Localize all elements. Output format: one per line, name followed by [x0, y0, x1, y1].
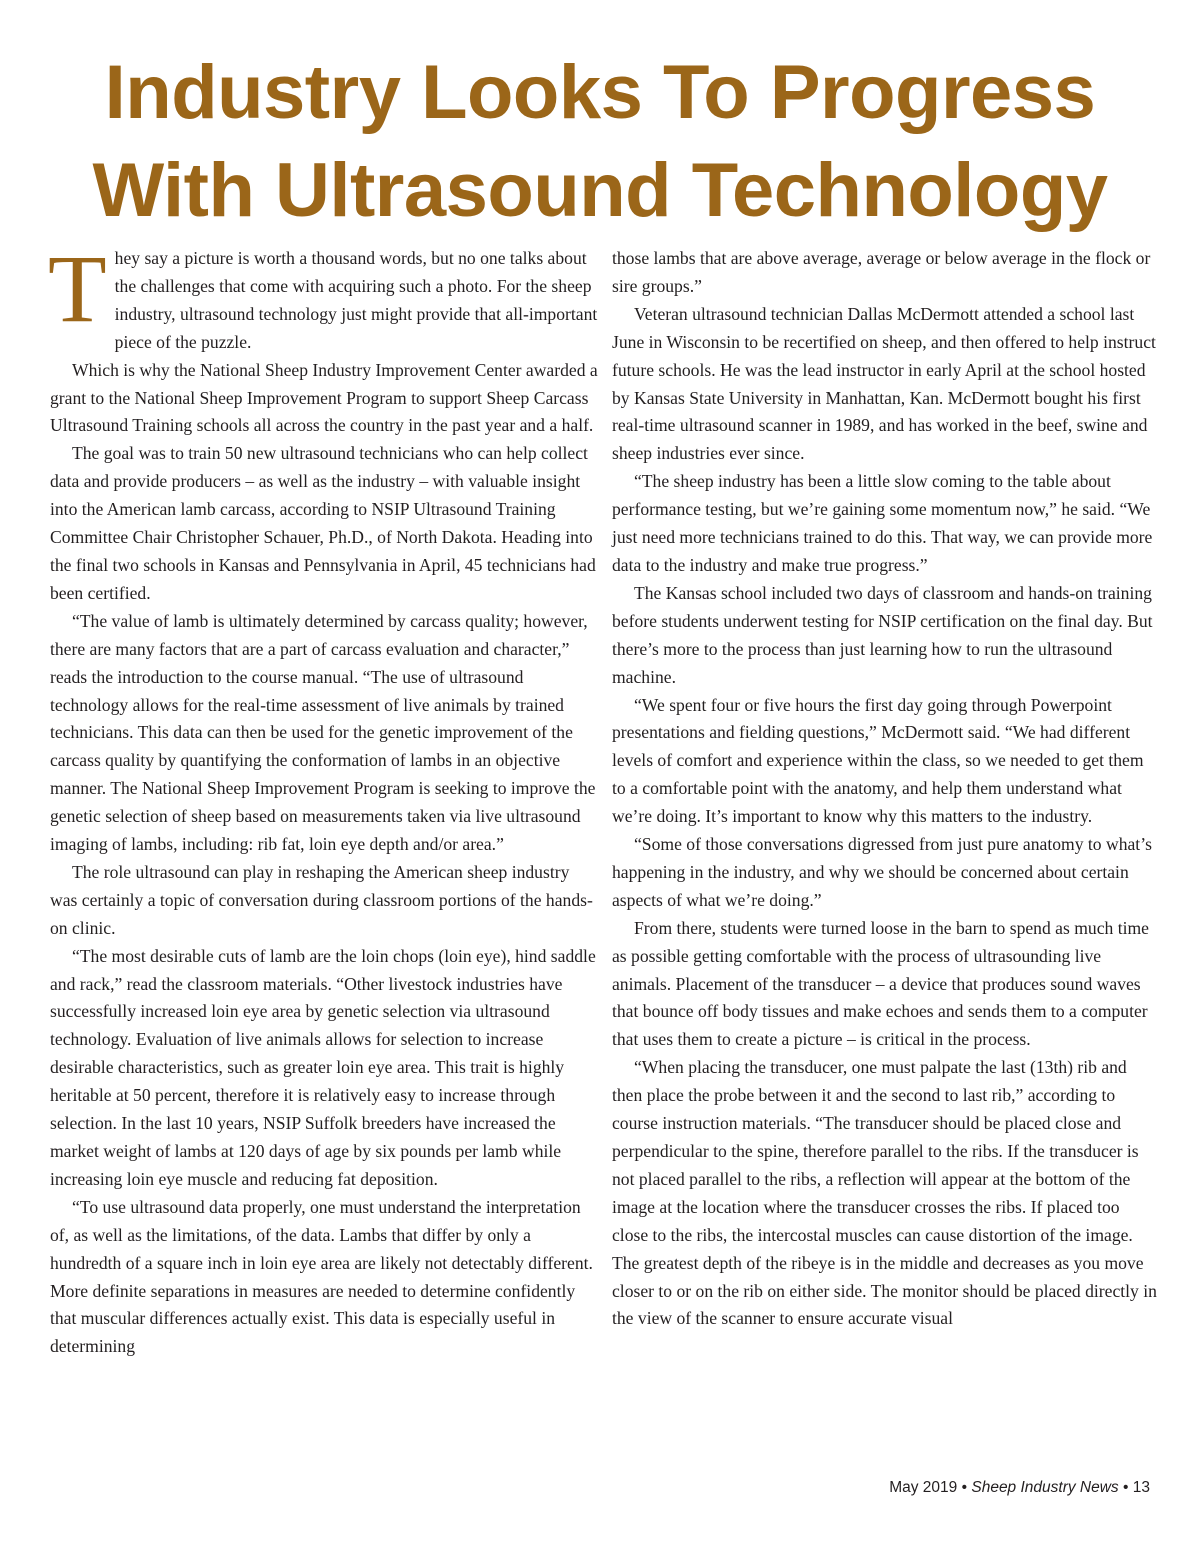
- paragraph: Veteran ultrasound technician Dallas McDermott attended a school last June in Wisconsin to be recertified on sheep, and then offered to help instruct future schools. He was the lead instructor in early April at the school hosted by Kansas State University in Manhattan, Kan. McDermott bought his first real-time ultrasound scanner in 1989, and has worked in the beef, swine and sheep industries ever since.: [612, 303, 1156, 464]
- paragraph-text: hey say a picture is worth a thousand words, but no one talks about the challenges that come with acquiring such a photo. For the sheep industry, ultrasound technology just might provide that all-important piece of the puzzle.: [114, 248, 598, 352]
- article-headline: [0, 44, 1200, 240]
- paragraph: “Some of those conversations digressed from just pure anatomy to what’s happening in the industry, and why we should be concerned about certain aspects of what we’re doing.”: [612, 834, 1152, 910]
- drop-cap: T: [48, 235, 107, 342]
- paragraph: “The sheep industry has been a little slow coming to the table about performance testing, but we’re gaining some momentum now,” he said. “We just need more technicians trained to do this. That way, we can provide more data to the industry and make true progress.”: [612, 471, 1153, 575]
- left-column: [48, 235, 598, 1361]
- paragraph-continuation: those lambs that are above average, average or below average in the flock or sire groups.”: [612, 248, 1151, 296]
- page-footer: [889, 1479, 1150, 1497]
- paragraph: The goal was to train 50 new ultrasound technicians who can help collect data and provide producers – as well as the industry – with valuable insight into the American lamb carcass, according to NSIP Ultrasound Training Committee Chair Christopher Schauer, Ph.D., of North Dakota. Heading into the final two schools in Kansas and Pennsylvania in April, 45 technicians had been certified.: [50, 443, 596, 603]
- footer-page-number: 13: [1132, 1479, 1150, 1496]
- paragraph: “The most desirable cuts of lamb are the loin chops (loin eye), hind saddle and rack,” read the classroom materials. “Other livestock industries have successfully increased loin eye area by genetic selection via ultrasound technology. Evaluation of live animals allows for selection to increase desirable characteristics, such as greater loin eye area. This trait is highly heritable at 50 percent, therefore it is relatively easy to increase through selection. In the last 10 years, NSIP Suffolk breeders have increased the market weight of lambs at 120 days of age by six pounds per lamb while increasing loin eye muscle and reducing fat deposition.: [50, 945, 596, 1189]
- paragraph: “To use ultrasound data properly, one must understand the interpretation of, as well as the limitations, of the data. Lambs that differ by only a hundredth of a square inch in loin eye area are likely not detectably different. More definite separations in measures are needed to determine confidently that muscular differences actually exist. This data is especially useful in determining: [50, 1196, 593, 1357]
- paragraph: From there, students were turned loose in the barn to spend as much time as possible getting comfortable with the process of ultrasounding live animals. Placement of the transducer – a device that produces sound waves that bounce off body tissues and make echoes and sends them to a computer that uses them to create a picture – is critical in the process.: [612, 917, 1149, 1050]
- paragraph: Which is why the National Sheep Industry Improvement Center awarded a grant to the National Sheep Improvement Program to support Sheep Carcass Ultrasound Training schools all across the country in the past year and a half.: [50, 359, 598, 436]
- headline-line-1: Industry Looks To Progress: [104, 50, 1096, 135]
- paragraph: “We spent four or five hours the first day going through Powerpoint presentations and fielding questions,” McDermott said. “We had different levels of comfort and experience within the class, so we needed to get them to a comfortable point with the anatomy, and help them understand what we’re doing. It’s important to know why this matters to the industry.: [612, 694, 1144, 827]
- footer-date: May 2019: [889, 1479, 958, 1496]
- footer-publication: Sheep Industry News: [971, 1479, 1119, 1496]
- paragraph: [48, 235, 598, 357]
- footer-separator: •: [961, 1479, 968, 1496]
- paragraph: “When placing the transducer, one must palpate the last (13th) rib and then place the probe between it and the second to last rib,” according to course instruction materials. “The transducer should be placed close and perpendicular to the spine, therefore parallel to the ribs. If the transducer is not placed parallel to the ribs, a reflection will appear at the bottom of the image at the location where the transducer crosses the ribs. If placed too close to the ribs, the intercostal muscles can cause distortion of the image. The greatest depth of the ribeye is in the middle and decreases as you move closer to or on the rib on either side. The monitor should be placed directly in the view of the scanner to ensure accurate visual: [612, 1057, 1157, 1329]
- paragraph: The role ultrasound can play in reshaping the American sheep industry was certainly a topic of conversation during classroom portions of the hands-on clinic.: [50, 861, 593, 938]
- paragraph: “The value of lamb is ultimately determined by carcass quality; however, there are many factors that are a part of carcass evaluation and character,” reads the introduction to the course manual. “The use of ultrasound technology allows for the real-time assessment of live animals by trained technicians. This data can then be used for the genetic improvement of the carcass quality by quantifying the conformation of lambs in an objective manner. The National Sheep Improvement Program is seeking to improve the genetic selection of sheep based on measurements taken via live ultrasound imaging of lambs, including: rib fat, loin eye depth and/or area.”: [50, 610, 596, 855]
- paragraph: The Kansas school included two days of classroom and hands-on training before students underwent testing for NSIP certification on the final day. But there’s more to the process than just learning how to run the ultrasound machine.: [612, 582, 1153, 687]
- headline-line-2: With Ultrasound Technology: [92, 148, 1108, 233]
- right-column: [612, 245, 1157, 1333]
- footer-separator: •: [1123, 1479, 1129, 1496]
